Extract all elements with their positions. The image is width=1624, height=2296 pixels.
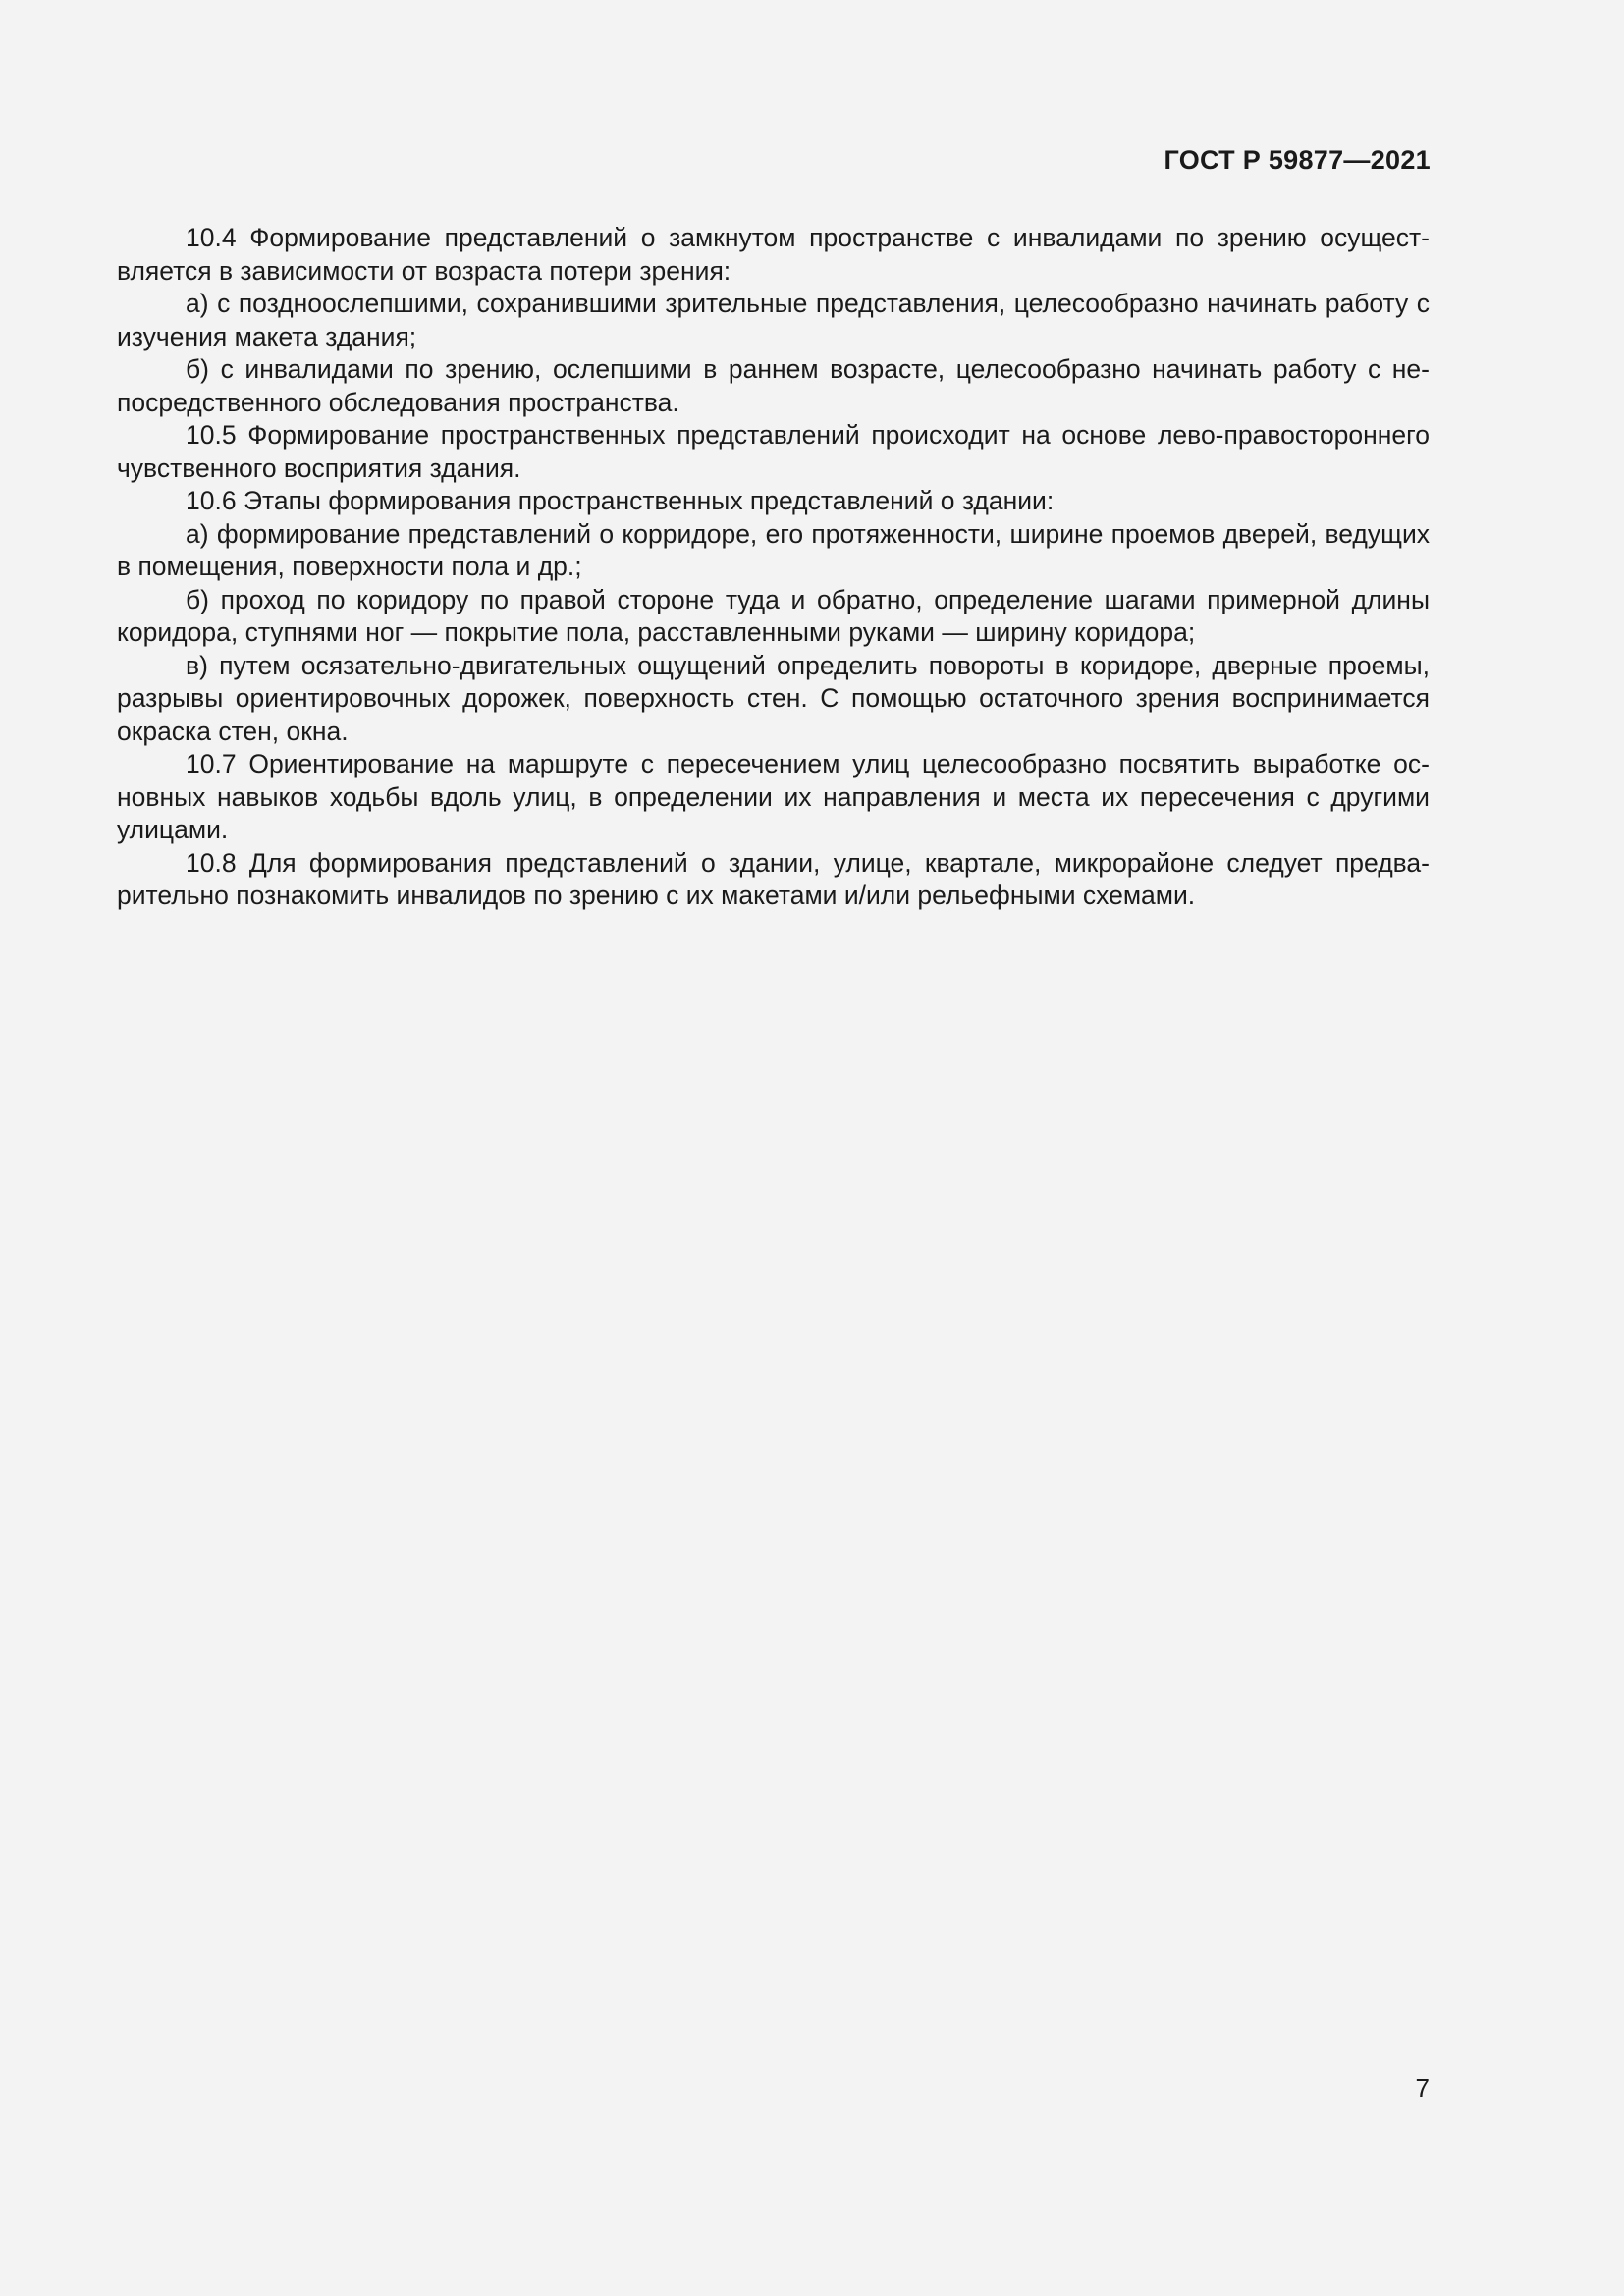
paragraph-10-4-a: а) с поздноослепшими, сохранившими зрительные представления, целесообразно начинать работу с изучения макета здания; (117, 289, 1430, 351)
paragraph-10-5: 10.5 Формирование пространственных представлений происходит на основе лево-правостороннего чувственного восприятия здания. (117, 420, 1430, 483)
paragraph-10-6-b: б) проход по коридору по правой стороне туда и обратно, определение шагами примерной длины коридора, ступнями ног — покрытие пола, расставленными руками — ширину коридора; (117, 584, 1430, 647)
paragraph-10-6: 10.6 Этапы формирования пространственных представлений о здании: (186, 486, 1055, 515)
paragraph-10-6-a: а) формирование представлений о корридоре, его протяженности, ширине проемов дверей, ведущих в помещения, поверхности пола и др.; (117, 518, 1430, 581)
document-body (117, 222, 1430, 913)
paragraph-10-4-b: б) с инвалидами по зрению, ослепшими в раннем возрасте, целесообразно начинать работу с непосредственного обследования пространства. (117, 354, 1430, 417)
paragraph-10-4: 10.4 Формирование представлений о замкнутом пространстве с инвалидами по зрению осуществляется в зависимости от возраста потери зрения: (117, 223, 1430, 286)
paragraph-10-8: 10.8 Для формирования представлений о здании, улице, квартале, микрорайоне следует предварительно познакомить инвалидов по зрению с их макетами и/или рельефными схемами. (117, 847, 1430, 910)
document-code: ГОСТ Р 59877—2021 (1164, 145, 1431, 175)
paragraph-10-7: 10.7 Ориентирование на маршруте с пересечением улиц целесообразно посвятить выработке основных навыков ходьбы вдоль улиц, в определении их направления и места их пересечения с другими улицами. (117, 749, 1430, 844)
page-number: 7 (1415, 2073, 1430, 2103)
paragraph-10-6-c: в) путем осязательно-двигательных ощущений определить повороты в коридоре, дверные проемы, разрывы ориентировочных дорожек, поверхность стен. С помощью остаточного зрения воспринимается окраска стен, окна. (117, 650, 1430, 746)
